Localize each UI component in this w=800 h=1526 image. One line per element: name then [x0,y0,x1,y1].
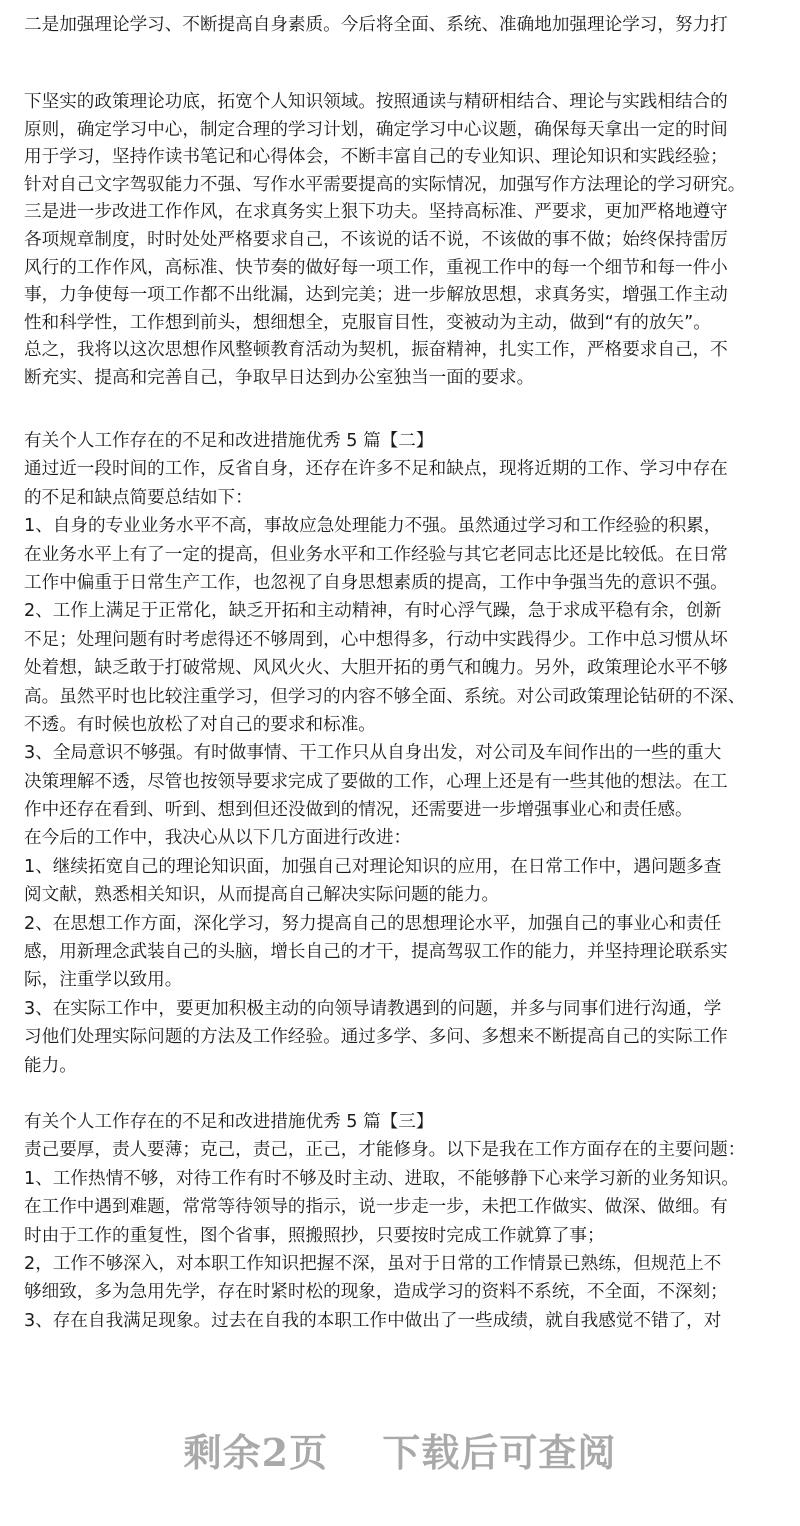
text-line: 在今后的工作中，我决心从以下几方面进行改进： [24,828,412,849]
section-intro [24,0,784,39]
section-2 [24,427,784,1080]
text-line: 3、全局意识不够强。有时做事情、干工作只从自身出发，对公司及车间作出的一些的重大 [24,743,722,764]
text-line: 1、自身的专业业务水平不高，事故应急处理能力不强。虽然通过学习和工作经验的积累， [24,516,722,537]
text-line: 总之，我将以这次思想作风整顿教育活动为契机，振奋精神，扎实工作，严格要求自己，不 [24,340,728,361]
text-line: 工作中偏重于日常生产工作，也忽视了自身思想素质的提高，工作中争强当先的意识不强。 [24,572,728,593]
text-line: 风行的工作作风，高标准、快节奏的做好每一项工作，重视工作中的每一个细节和每一件小 [24,257,728,278]
text-line: 阅文献，熟悉相关知识，从而提高自己解决实际问题的能力。 [24,885,500,906]
text-line: 决策理解不透，尽管也按领导要求完成了要做的工作，心理上还是有一些其他的想法。在工 [24,771,728,792]
text-line: 不足；处理问题有时考虑得还不够周到，心中想得多，行动中实践得少。工作中总习惯从坏 [24,629,728,650]
text-line: 责己要厚，责人要薄；克己，责己，正己，才能修身。以下是我在工作方面存在的主要问题： [24,1140,746,1161]
text-line: 1、继续拓宽自己的理论知识面，加强自己对理论知识的应用，在日常工作中，遇问题多查 [24,856,722,877]
text-line: 不透。有时候也放松了对自己的要求和标准。 [24,714,376,735]
text-line: 通过近一段时间的工作，反省自身，还存在许多不足和缺点，现将近期的工作、学习中存在 [24,459,728,480]
text-line: 性和科学性，工作想到前头，想细想全，克服盲目性，变被动为主动，做到“有的放矢”。 [24,312,711,333]
text-line: 习他们处理实际问题的方法及工作经验。通过多学、多问、多想来不断提高自己的实际工作 [24,1027,728,1048]
text-line: 针对自己文字驾驭能力不强、写作水平需要提高的实际情况，加强写作方法理论的学习研究。 [24,174,746,195]
text-line: 原则，确定学习中心，制定合理的学习计划，确定学习中心议题，确保每天拿出一定的时间 [24,119,728,140]
text-line: 感，用新理念武装自己的头脑，增长自己的才干，提高驾驭工作的能力，并坚持理论联系实 [24,942,728,963]
text-line: 作中还存在看到、听到、想到但还没做到的情况，还需要进一步增强事业心和责任感。 [24,800,693,821]
section-1-body [24,89,784,393]
download-prompt[interactable] [0,1422,800,1477]
download-to-view-label: 下载后可查阅 [382,1430,617,1475]
text-line: 2、在思想工作方面，深化学习，努力提高自己的思想理论水平，加强自己的事业心和责任 [24,913,722,934]
section-heading: 有关个人工作存在的不足和改进措施优秀 5 篇【二】 [24,431,434,451]
text-line: 三是进一步改进工作作风，在求真务实上狠下功夫。坚持高标准、严要求，更加严格地遵守 [24,202,728,223]
text-line: 够细致，多为急用先学，存在时紧时松的现象，造成学习的资料不系统，不全面，不深刻； [24,1282,728,1303]
text-line: 断充实、提高和完善自己，争取早日达到办公室独当一面的要求。 [24,367,535,388]
text-line: 各项规章制度，时时处处严格要求自己，不该说的话不说，不该做的事不做；始终保持雷厉 [24,229,728,250]
text-line: 能力。 [24,1055,77,1076]
text-line: 3、存在自我满足现象。过去在自我的本职工作中做出了一些成绩，就自我感觉不错了，对 [24,1310,722,1331]
text-line: 事，力争使每一项工作都不出纰漏，达到完美；进一步解放思想，求真务实，增强工作主动 [24,285,728,306]
text-line: 处着想，缺乏敢于打破常规、风风火火、大胆开拓的勇气和魄力。另外，政策理论水平不够 [24,658,728,679]
section-heading: 有关个人工作存在的不足和改进措施优秀 5 篇【三】 [24,1112,434,1132]
text-line: 1、工作热情不够，对待工作有时不够及时主动、进取，不能够静下心来学习新的业务知识。 [24,1168,739,1189]
text-line: 2，工作不够深入，对本职工作知识把握不深，虽对于日常的工作情景已熟练，但规范上不 [24,1253,722,1274]
text-line: 下坚实的政策理论功底，拓宽个人知识领域。按照通读与精研相结合、理论与实践相结合的 [24,92,728,112]
text-line: 的不足和缺点简要总结如下： [24,487,253,508]
text-line: 时由于工作的重复性，图个省事，照搬照抄，只要按时完成工作就算了事； [24,1225,605,1246]
text-line: 高。虽然平时也比较注重学习，但学习的内容不够全面、系统。对公司政策理论钻研的不深、 [24,686,746,707]
text-line: 际，注重学以致用。 [24,970,183,991]
text-line: 在业务水平上有了一定的提高，但业务水平和工作经验与其它老同志比还是比较低。在日常 [24,544,728,565]
text-line: 二是加强理论学习、不断提高自身素质。今后将全面、系统、准确地加强理论学习，努力打 [24,14,728,35]
text-line: 2、工作上满足于正常化，缺乏开拓和主动精神，有时心浮气躁，急于求成平稳有余，创新 [24,601,722,622]
text-line: 用于学习，坚持作读书笔记和心得体会，不断丰富自己的专业知识、理论知识和实践经验； [24,147,728,168]
text-line: 3、在实际工作中，要更加积极主动的向领导请教遇到的问题，并多与同事们进行沟通，学 [24,998,722,1019]
text-line: 在工作中遇到难题，常常等待领导的指示，说一步走一步，未把工作做实、做深、做细。有 [24,1197,728,1218]
cut-off-line [24,0,784,12]
section-3 [24,1108,784,1335]
remaining-pages-label: 剩余2页 [183,1430,329,1475]
